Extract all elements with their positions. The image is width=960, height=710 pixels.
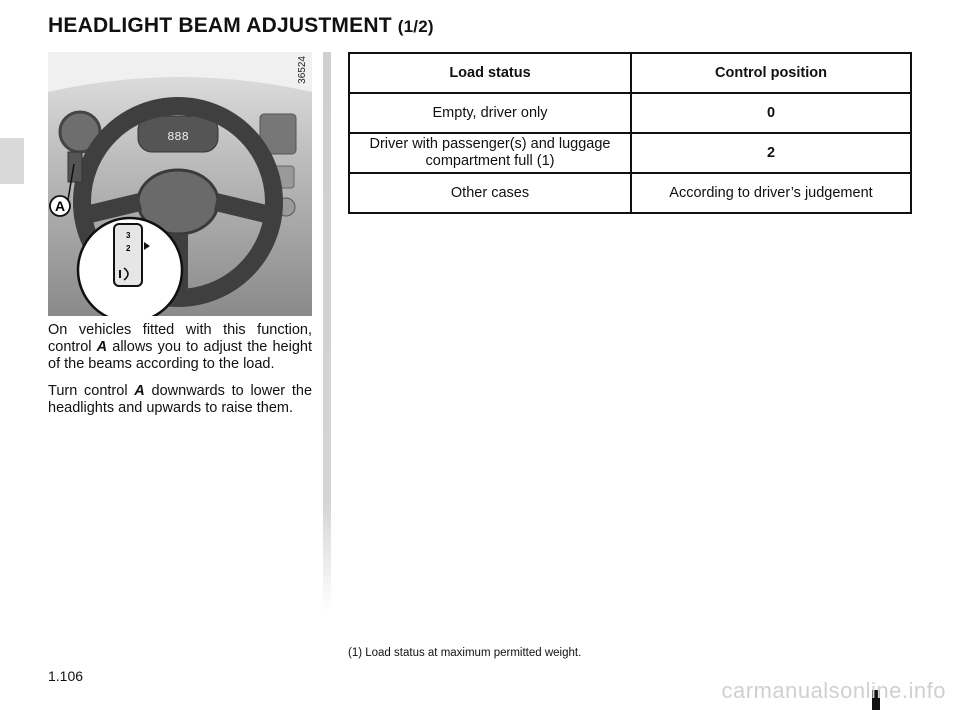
section-tab: [0, 138, 24, 184]
paragraph-1: [48, 322, 312, 373]
dial-mark-3: 3: [126, 231, 131, 240]
dashboard-illustration: [48, 52, 312, 316]
column-divider: [323, 52, 331, 612]
p2-control-ref: A: [134, 383, 145, 399]
load-cell: Driver with passenger(s) and luggage compartment full (1): [349, 133, 631, 173]
paragraph-2: [48, 383, 312, 417]
p1-text: On vehicles fitted with this function, control: [48, 322, 312, 355]
cluster-digits: 888: [167, 130, 189, 144]
header-control-position: Control position: [631, 53, 911, 93]
body-text: [48, 322, 312, 427]
position-cell: 0: [631, 93, 911, 133]
table-header-row: [349, 53, 911, 93]
header-load-status: Load status: [349, 53, 631, 93]
watermark: carmanualsonline.info: [721, 678, 946, 703]
dial-mark-2: 2: [126, 244, 131, 253]
title-text: HEADLIGHT BEAM ADJUSTMENT: [48, 14, 392, 37]
table-row: [349, 133, 911, 173]
callout-a-label: A: [54, 198, 66, 214]
title-part: (1/2): [397, 17, 434, 36]
footnote: (1) Load status at maximum permitted weight.: [348, 647, 582, 659]
figure-number: 36524: [297, 56, 308, 84]
p2-text: Turn control: [48, 383, 135, 399]
steering-wheel-illustration: [48, 52, 312, 316]
p1-control-ref: A: [96, 339, 108, 355]
p1-text-end: allows you to adjust the height of the beams according to the load.: [48, 339, 312, 372]
position-cell: According to driver’s judgement: [631, 173, 911, 213]
load-cell: Other cases: [349, 173, 631, 213]
page-title: [48, 14, 434, 38]
load-cell: Empty, driver only: [349, 93, 631, 133]
table-row: [349, 173, 911, 213]
table-row: [349, 93, 911, 133]
page-number: 1.106: [48, 668, 84, 684]
load-status-table: [348, 52, 912, 214]
p2-text-end: downwards to lower the headlights and upwards to raise them.: [48, 383, 313, 416]
position-cell: 2: [631, 133, 911, 173]
